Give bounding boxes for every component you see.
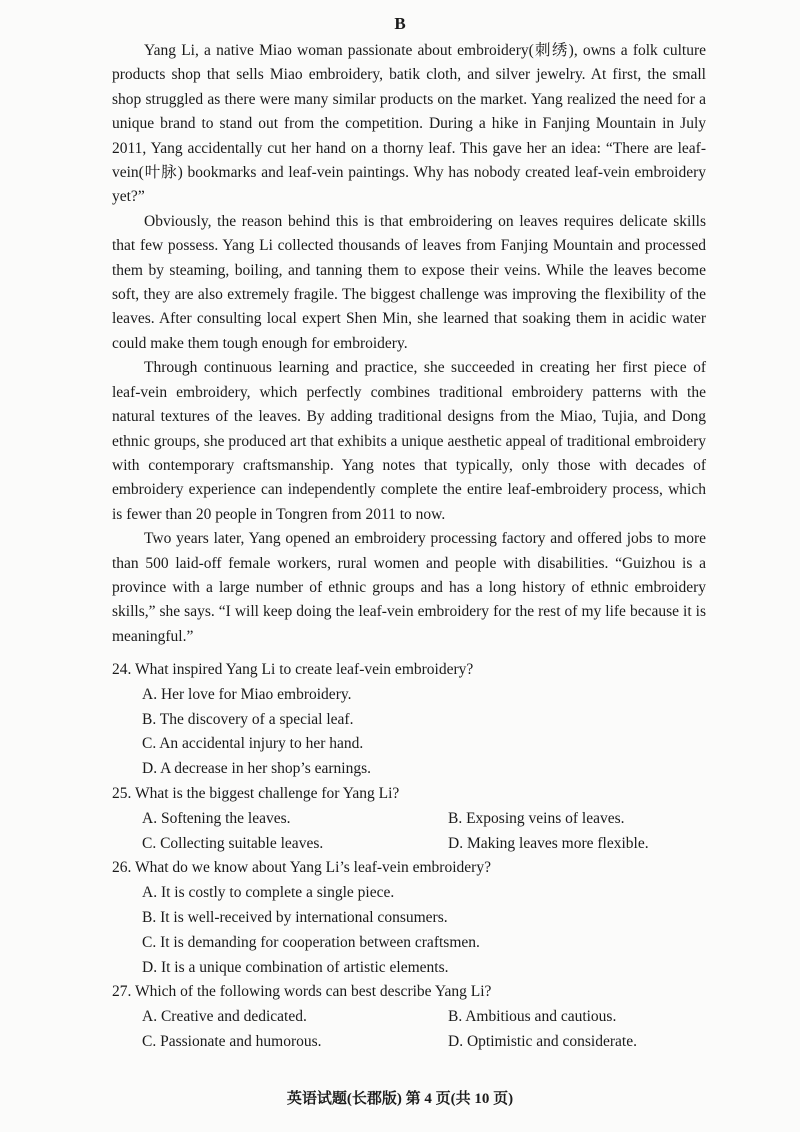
passage-paragraph-4: Two years later, Yang opened an embroidery processing factory and offered jobs to more than 500 laid-off female workers, rural women and people with disabilities. “Guizhou is a province with a large number of ethnic groups and has a long history of ethnic embroidery skills,” she says. “I will keep doing the leaf-vein embroidery for the rest of my life because it is meaningful.”: [112, 530, 706, 645]
option-b: B. Exposing veins of leaves.: [448, 809, 625, 827]
option-a: A. Her love for Miao embroidery.: [142, 685, 352, 703]
reading-passage: [112, 39, 706, 649]
passage-paragraph-1: Yang Li, a native Miao woman passionate about embroidery(刺绣), owns a folk culture products shop that sells Miao embroidery, batik cloth, and silver jewelry. At first, the small shop struggled as there were many similar products on the market. Yang realized the need for a unique brand to stand out from the competition. During a hike in Fanjing Mountain in July 2011, Yang accidentally cut her hand on a thorny leaf. This gave her an idea: “There are leaf-vein(叶脉) bookmarks and leaf-vein paintings. Why has nobody created leaf-vein embroidery yet?”: [112, 42, 706, 206]
option-c: C. An accidental injury to her hand.: [142, 735, 364, 753]
question-stem: 27. Which of the following words can best describe Yang Li?: [112, 983, 492, 1001]
option-d: D. Optimistic and considerate.: [448, 1032, 637, 1050]
page-footer: 英语试题(长郡版) 第 4 页(共 10 页): [286, 1091, 514, 1107]
option-grid: [112, 1005, 706, 1055]
option-d: D. It is a unique combination of artistic elements.: [142, 958, 449, 976]
option-a: A. Creative and dedicated.: [142, 1008, 307, 1026]
question-list: [112, 658, 706, 1055]
passage-paragraph-2: Obviously, the reason behind this is that embroidering on leaves requires delicate skills that few possess. Yang Li collected thousands of leaves from Fanjing Mountain and processed them by steaming, boiling, and tanning them to expose their veins. While the leaves become soft, they are also extremely fragile. The biggest challenge was improving the flexibility of the leaves. After consulting local expert Shen Min, she learned that soaking them in acidic water could make them tough enough for embroidery.: [112, 212, 706, 352]
question-25: [112, 782, 706, 856]
question-27: [112, 980, 706, 1054]
section-title: B: [394, 14, 406, 33]
option-b: B. The discovery of a special leaf.: [142, 710, 354, 728]
option-b: B. Ambitious and cautious.: [448, 1008, 617, 1026]
option-a: A. Softening the leaves.: [142, 809, 291, 827]
question-stem: 24. What inspired Yang Li to create leaf-vein embroidery?: [112, 661, 474, 678]
option-list: [112, 881, 706, 980]
option-c: C. It is demanding for cooperation between craftsmen.: [142, 933, 480, 951]
option-d: D. A decrease in her shop’s earnings.: [142, 760, 371, 778]
question-stem: 25. What is the biggest challenge for Yang Li?: [112, 784, 400, 802]
question-stem: 26. What do we know about Yang Li’s leaf-vein embroidery?: [112, 859, 491, 877]
question-26: [112, 856, 706, 980]
option-a: A. It is costly to complete a single piece.: [142, 884, 395, 902]
option-c: C. Collecting suitable leaves.: [142, 834, 324, 852]
option-b: B. It is well-received by international consumers.: [142, 908, 448, 926]
option-list: [112, 683, 706, 782]
option-d: D. Making leaves more flexible.: [448, 834, 649, 852]
option-c: C. Passionate and humorous.: [142, 1032, 322, 1050]
question-24: [112, 658, 706, 782]
option-grid: [112, 807, 706, 857]
passage-paragraph-3: Through continuous learning and practice, she succeeded in creating her first piece of leaf-vein embroidery, which perfectly combines traditional embroidery patterns with the natural textures of the leaves. By adding traditional designs from the Miao, Tujia, and Dong ethnic groups, she produced art that exhibits a unique aesthetic appeal of traditional embroidery with contemporary craftsmanship. Yang notes that typically, only those with decades of embroidery experience can independently complete the entire leaf-embroidery process, which is fewer than 20 people in Tongren from 2011 to now.: [112, 359, 706, 523]
